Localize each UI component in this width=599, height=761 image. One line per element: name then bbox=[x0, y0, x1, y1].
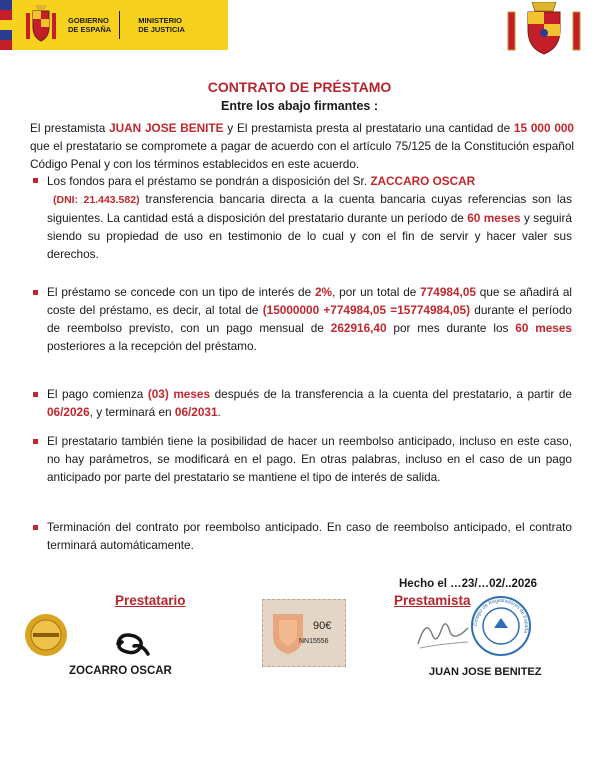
loan-amount: 15 000 000 bbox=[513, 121, 574, 135]
lender-signature-name: JUAN JOSE BENITEZ bbox=[429, 666, 542, 678]
lender-label: Prestamista bbox=[394, 593, 471, 608]
header-separator bbox=[119, 11, 120, 39]
clause-interest: El préstamo se concede con un tipo de interés de 2%, por un total de 774984,05 que se añadirá al coste del préstamo, es decir, al total de (15000000 +774984,05 =15774984,05) durante el período de reembolso previsto, con un pago mensual de 262916,40 por mes durante los 60 meses posteriores a la recepción del préstamo. bbox=[47, 285, 572, 353]
government-header bbox=[0, 0, 228, 50]
start-date: 06/2026 bbox=[47, 405, 90, 419]
monthly-payment: 262916,40 bbox=[330, 321, 387, 335]
contract-subtitle: Entre los abajo firmantes : bbox=[221, 99, 378, 113]
borrower-dni: (DNI: 21.443.582) bbox=[53, 194, 140, 206]
bullet-icon bbox=[33, 290, 38, 295]
bullet-icon bbox=[33, 392, 38, 397]
intro-paragraph: El prestamista JUAN JOSE BENITE y El prestamista presta al prestatario una cantidad de 15 000 000 que el prestatario se compromete a pagar de acuerdo con el artículo 75/125 de la Constitución español Código Penal y con los términos establecidos en este acuerdo. bbox=[30, 121, 574, 171]
repayment-term: 60 meses bbox=[515, 321, 572, 335]
signature-mark bbox=[112, 628, 152, 658]
total-formula: (15000000 +774984,05 =15774984,05) bbox=[262, 303, 471, 317]
clause-termination: Terminación del contrato por reembolso anticipado. En caso de reembolso anticipado, el contrato terminará automáticamente. bbox=[47, 520, 572, 552]
gold-seal-icon bbox=[24, 613, 68, 657]
end-date: 06/2031 bbox=[174, 405, 218, 419]
borrower-label: Prestatario bbox=[115, 593, 186, 608]
coat-of-arms-icon bbox=[504, 2, 584, 56]
gobierno-label: GOBIERNO DE ESPAÑA bbox=[68, 16, 112, 34]
clause-funds: Los fondos para el préstamo se pondrán a disposición del Sr. ZACCARO OSCAR (DNI: 21.443.582) transferencia bancaria directa a la cuenta bancaria cuyas referencias son las siguientes. La cantidad está a disposición del prestatario durante un período de 60 meses y seguirá siendo su propiedad de uso en testimonio de lo cual y con el fin de servir y hacer valer sus derechos. bbox=[47, 174, 572, 261]
bullet-icon bbox=[33, 439, 38, 444]
seal-ring-text: Colegio de Registradores de España bbox=[472, 597, 530, 634]
signature-mark bbox=[414, 614, 472, 654]
stamp-emblem-icon bbox=[269, 608, 307, 656]
lender-name: JUAN JOSE BENITE bbox=[109, 121, 224, 135]
fiscal-stamp bbox=[262, 599, 346, 667]
clause-early-repayment: El prestatario también tiene la posibilidad de hacer un reembolso anticipado, incluso en este caso, no hay parámetros, se modificará en el pago. En otras palabras, incluso en el caso de un pago anticipado por parte del prestatario se mantiene el tipo de interés de salida. bbox=[47, 434, 572, 484]
borrower-signature-name: ZOCARRO OSCAR bbox=[69, 665, 172, 677]
borrower-name: ZACCARO OSCAR bbox=[370, 174, 476, 188]
ministerio-label: MINISTERIO DE JUSTICIA bbox=[138, 16, 185, 34]
grace-period: (03) meses bbox=[147, 387, 211, 401]
stamp-number: NN15556 bbox=[299, 638, 329, 645]
loan-term: 60 meses bbox=[467, 211, 521, 225]
bullet-icon bbox=[33, 178, 38, 183]
blue-seal-icon bbox=[470, 595, 532, 657]
interest-total: 774984,05 bbox=[420, 285, 476, 299]
stamp-value: 90€ bbox=[313, 620, 332, 632]
coat-of-arms-icon bbox=[24, 5, 58, 45]
contract-title: CONTRATO DE PRÉSTAMO bbox=[207, 79, 392, 95]
clause-payment-start: El pago comienza (03) meses después de la transferencia a la cuenta del prestatario, a partir de 06/2026, y terminará en 06/2031. bbox=[47, 387, 572, 419]
bullet-icon bbox=[33, 525, 38, 530]
eu-flag-strip bbox=[0, 0, 12, 50]
signing-date: Hecho el …23/…02/..2026 bbox=[399, 578, 538, 590]
interest-rate: 2% bbox=[315, 285, 333, 299]
